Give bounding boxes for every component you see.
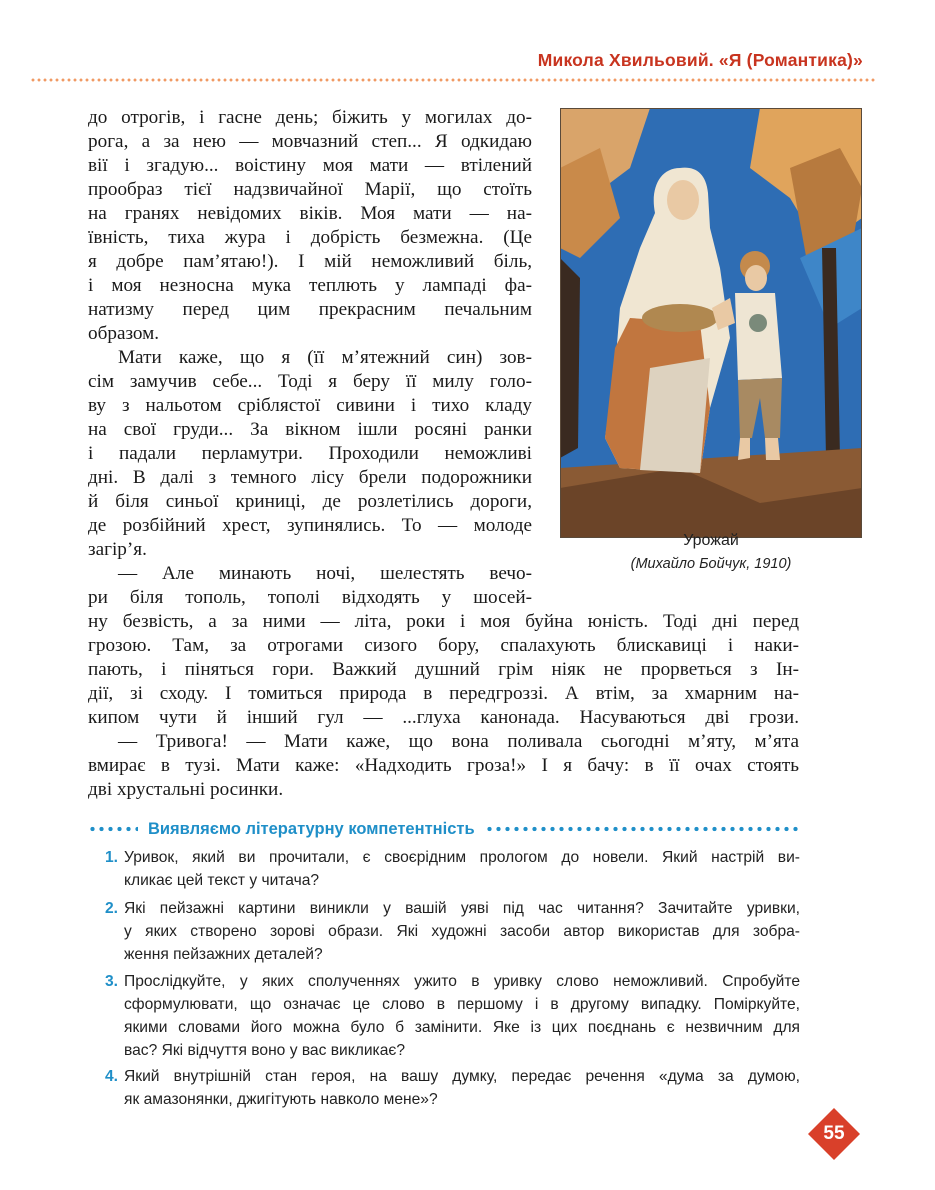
- question-item: [104, 846, 800, 892]
- text-line: й біля синьої криниці, де розлетілись дороги,: [88, 491, 532, 512]
- text-line: дії, зі сходу. І томиться природа в передгроззі. А втім, за хмарним на-: [88, 683, 799, 704]
- section-heading: [88, 818, 799, 840]
- text-line: пають, і піняться гори. Важкий душний грім ніяк не прорветься з Ін-: [88, 659, 799, 680]
- text-line: вмирає в тузі. Мати каже: «Надходить гроза!» І я бачу: в її очах стоять: [88, 755, 799, 776]
- text-line: на свої груди... За вікном ішли росяні ранки: [88, 419, 532, 440]
- figure-caption-title: Урожай: [683, 532, 739, 549]
- question-line: як амазонянки, джигітують навколо мене»?: [124, 1091, 438, 1108]
- text-line: і падали перламутри. Проходили неможливі: [88, 443, 532, 464]
- painting-image: [560, 108, 862, 538]
- question-number: 2.: [104, 900, 118, 917]
- question-number: 1.: [104, 849, 118, 866]
- text-line: ївність, тиха жура і добрість безмежна. (Це: [88, 227, 532, 248]
- text-line: прообраз тієї надзвичайної Марії, що стоїть: [88, 179, 532, 200]
- text-line: ву з нальотом сріблястої сивини і тихо кладу: [88, 395, 532, 416]
- page-header-title: Микола Хвильовий. «Я (Романтика)»: [537, 50, 863, 70]
- text-line: і моя незносна мука теплють у лампаді фа-: [88, 275, 532, 296]
- section-dots-left: [88, 826, 138, 832]
- question-item: [104, 1065, 800, 1111]
- text-line: до отрогів, і гасне день; біжить у могилах до-: [88, 107, 532, 128]
- question-line: кликає цей текст у читача?: [124, 872, 320, 889]
- text-line: дві хрустальні росинки.: [88, 779, 284, 800]
- text-line: образом.: [88, 323, 160, 344]
- question-item: [104, 897, 800, 966]
- question-line: Який внутрішній стан героя, на вашу думку, передає речення «дума за думою,: [124, 1068, 800, 1085]
- question-line: Які пейзажні картини виникли у вашій уяві під час читання? Зачитайте уривки,: [124, 900, 800, 917]
- page-number: 55: [823, 1123, 845, 1144]
- painting-illustration: [560, 108, 862, 538]
- header-dotted-divider: [30, 78, 875, 82]
- text-line: де розбійний хрест, зупинялись. То — молоде: [88, 515, 532, 536]
- text-line: ри біля тополь, тополі відходять у шосей-: [88, 587, 532, 608]
- text-line: кипом чути й інший гул — ...глуха канонада. Насуваються дві грози.: [88, 707, 799, 728]
- question-line: вас? Які відчуття воно у вас викликає?: [124, 1042, 405, 1059]
- text-line: Мати каже, що я (її м’ятежний син) зов-: [118, 347, 532, 368]
- text-line: на гранях невідомих віків. Моя мати — на-: [88, 203, 532, 224]
- question-line: Прослідкуйте, у яких сполученнях ужито в уривку слово неможливий. Спробуйте: [124, 973, 800, 990]
- question-line: у яких створено зорові образи. Які художні засоби автор використав для зобра-: [124, 923, 800, 940]
- text-line: натизму перед цим прекрасним печальним: [88, 299, 532, 320]
- section-heading-label: Виявляємо літературну компетентність: [148, 819, 475, 838]
- text-line: — Але минають ночі, шелестять вечо-: [118, 563, 532, 584]
- text-line: загір’я.: [88, 539, 147, 560]
- text-line: грозою. Там, за отрогами сизого бору, спалахують блискавиці і наки-: [88, 635, 799, 656]
- text-line: ну безвість, а за ними — літа, роки і моя буйна юність. Тоді дні перед: [88, 611, 799, 632]
- figure-caption-author: (Михайло Бойчук, 1910): [630, 556, 792, 572]
- section-dots-right: [485, 826, 799, 832]
- text-line: дні. В далі з темного лісу брели подорожники: [88, 467, 532, 488]
- text-line: рога, а за нею — мовчазний степ... Я одкидаю: [88, 131, 532, 152]
- text-line: я добре пам’ятаю!). І мій неможливий біль,: [88, 251, 532, 272]
- question-line: Уривок, який ви прочитали, є своєрідним прологом до новели. Який настрій ви-: [124, 849, 800, 866]
- text-line: сім замучив себе... Тоді я беру її милу голо-: [88, 371, 532, 392]
- text-line: — Тривога! — Мати каже, що вона поливала сьогодні м’яту, м’ята: [118, 731, 799, 752]
- question-number: 3.: [104, 973, 118, 990]
- text-line: вії і згадую... воістину моя мати — втілений: [88, 155, 532, 176]
- question-item: [104, 970, 800, 1062]
- question-line: ження пейзажних деталей?: [124, 946, 323, 963]
- question-line: якими словами його можна було б замінити. Яке із цих поєднань є незвичним для: [124, 1019, 800, 1036]
- question-line: сформулювати, що означає це слово в першому і в другому випадку. Поміркуйте,: [124, 996, 800, 1013]
- question-number: 4.: [104, 1068, 118, 1085]
